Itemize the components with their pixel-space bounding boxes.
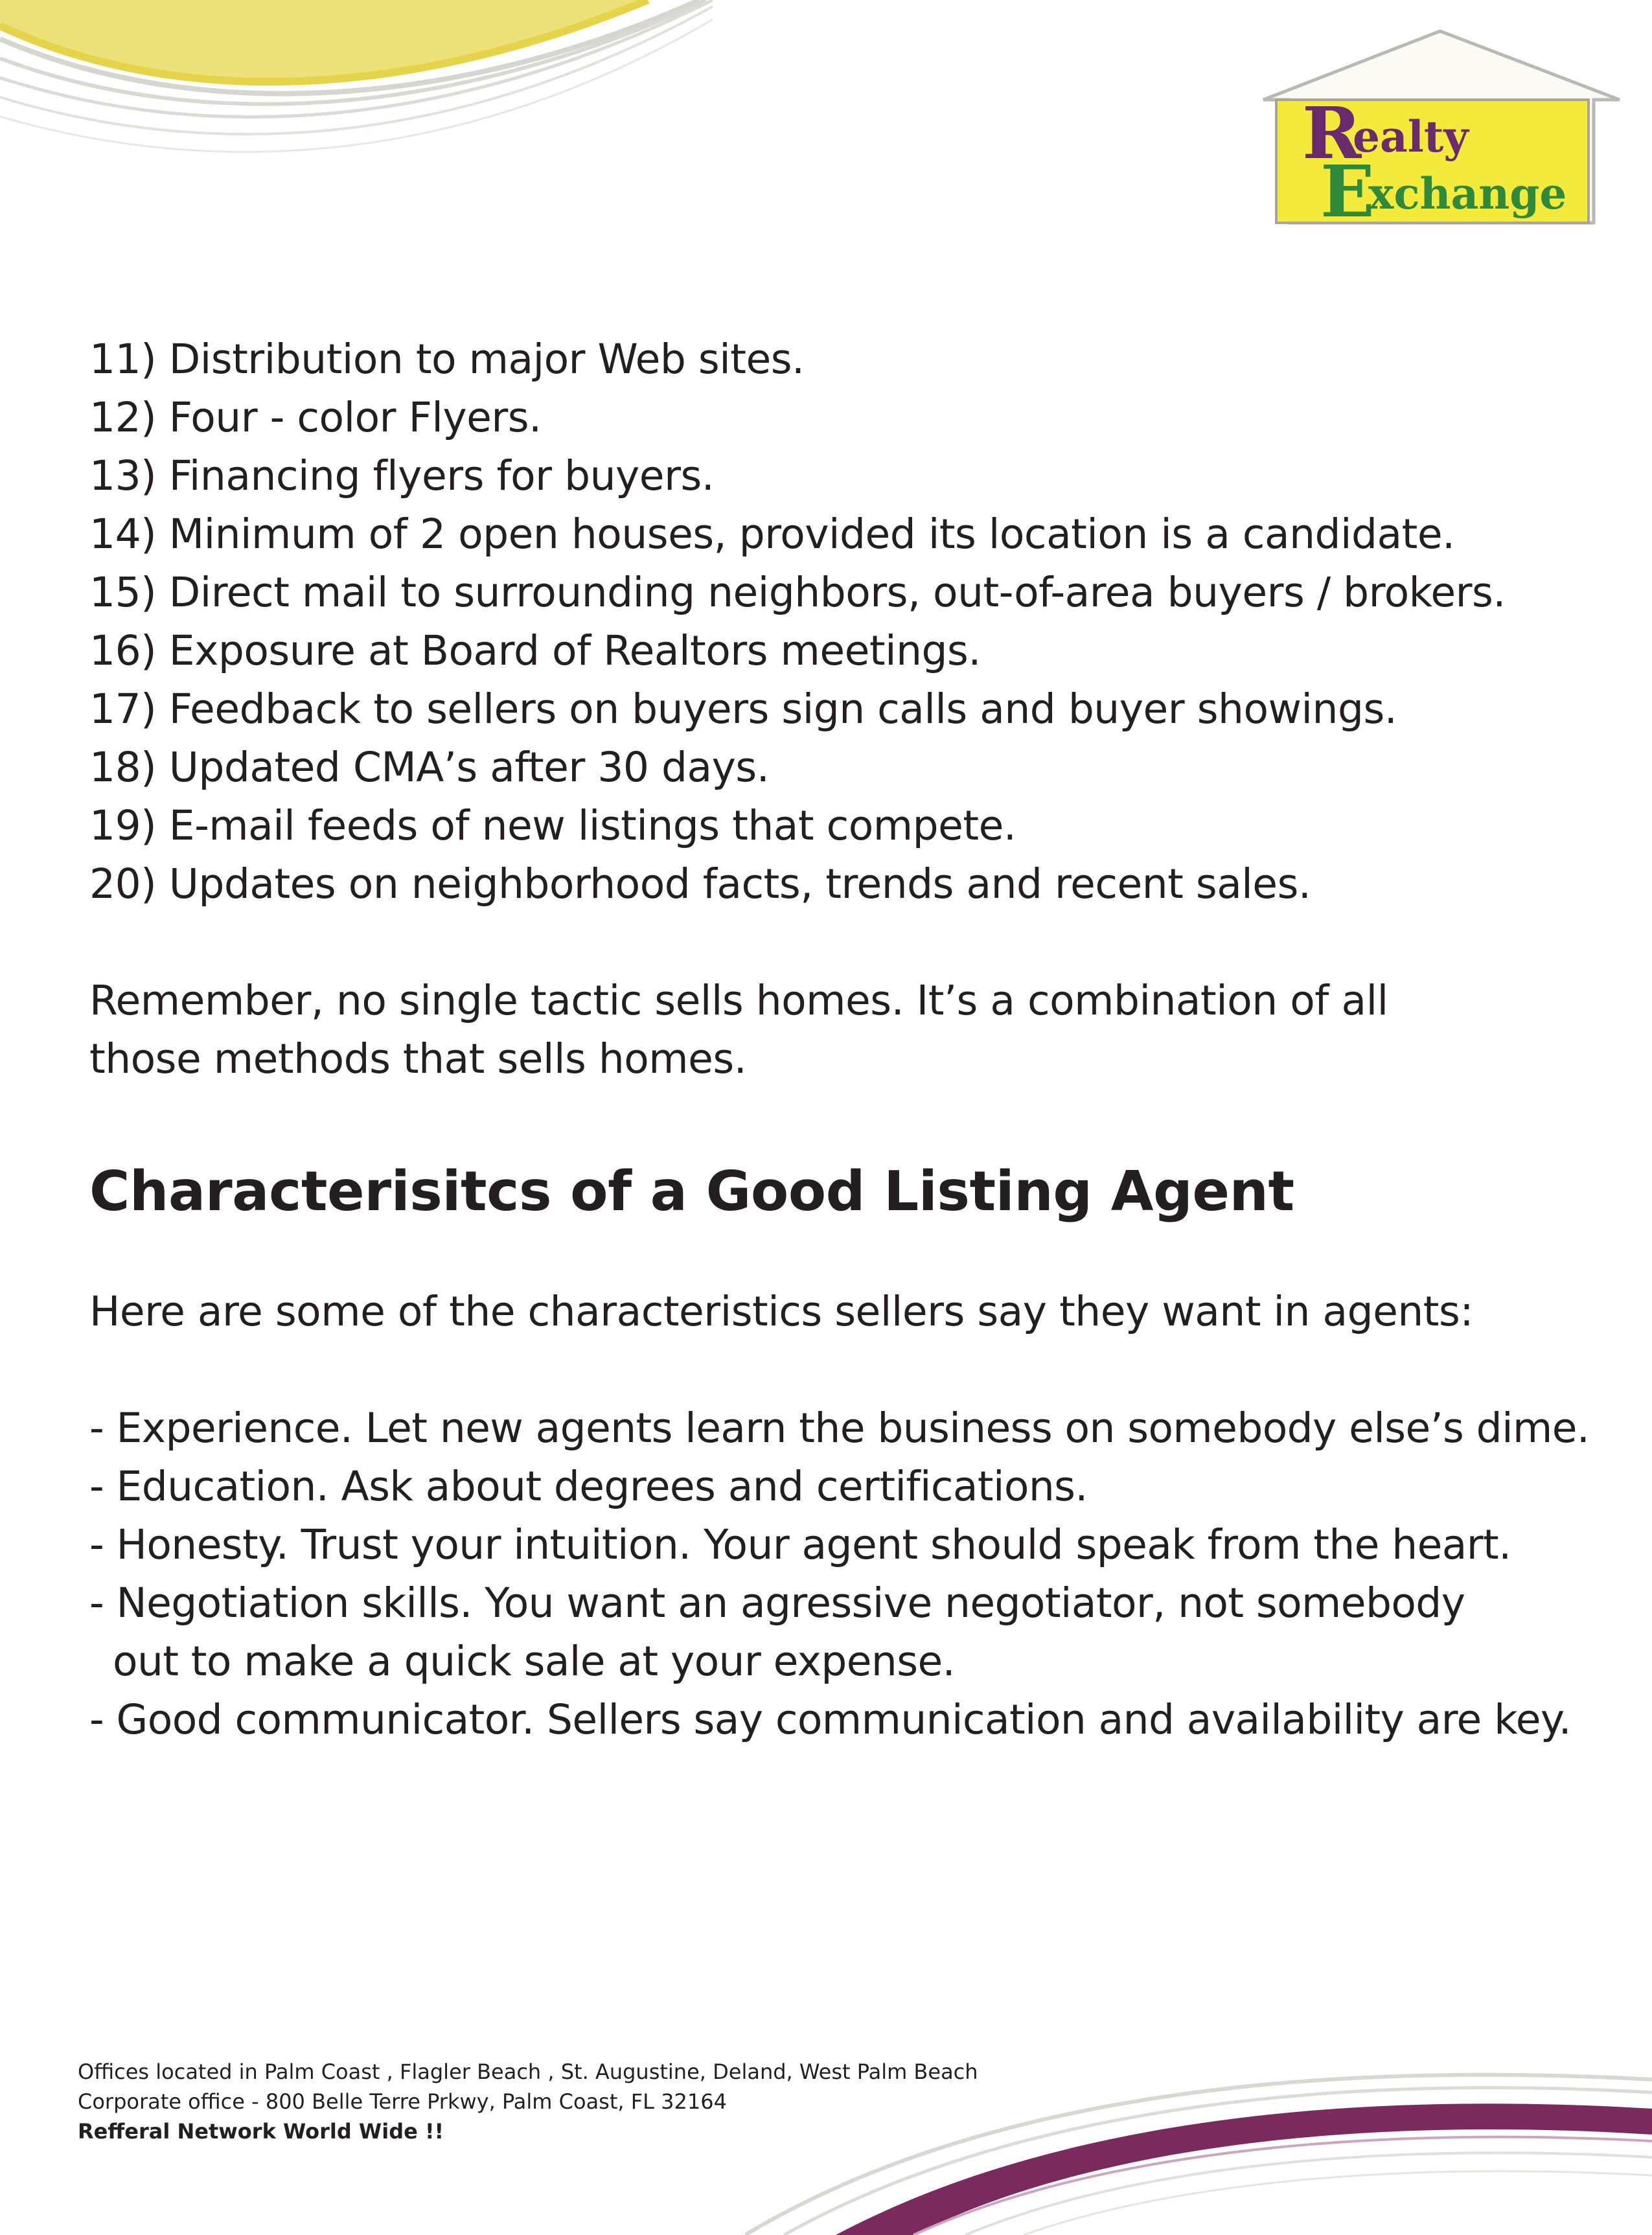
section-intro: Here are some of the characteristics sellers say they want in agents:	[89, 1288, 1474, 1335]
list-item-continuation: out to make a quick sale at your expense.	[113, 1638, 956, 1685]
list-item: 20) Updates on neighborhood facts, trends and recent sales.	[89, 860, 1311, 908]
top-swoosh-decoration	[0, 0, 713, 220]
section-heading: Characterisitcs of a Good Listing Agent	[89, 1160, 1294, 1224]
remark-line: Remember, no single tactic sells homes. It’s a combination of all	[89, 977, 1388, 1024]
list-item: 13) Financing flyers for buyers.	[89, 452, 715, 499]
remark-paragraph	[89, 972, 1515, 1088]
list-item: 18) Updated CMA’s after 30 days.	[89, 744, 770, 791]
list-item: 17) Feedback to sellers on buyers sign calls and buyer showings.	[89, 685, 1397, 733]
list-item: - Honesty. Trust your intuition. Your agent should speak from the heart.	[89, 1521, 1511, 1568]
list-item: 15) Direct mail to surrounding neighbors, out-of-area buyers / brokers.	[89, 569, 1506, 616]
svg-text:E: E	[1320, 150, 1375, 227]
list-item: - Good communicator. Sellers say communication and availability are key.	[89, 1696, 1572, 1743]
list-item: - Education. Ask about degrees and certifications.	[89, 1463, 1088, 1510]
marketing-services-list	[89, 330, 1506, 913]
footer-offices: Offices located in Palm Coast , Flagler Beach , St. Augustine, Deland, West Palm Beach	[78, 2059, 978, 2084]
agent-traits-list	[89, 1399, 1589, 1749]
list-item: 11) Distribution to major Web sites.	[89, 336, 805, 383]
svg-text:R: R	[1302, 91, 1362, 175]
list-item	[89, 1574, 1589, 1691]
footer-network: Refferal Network World Wide !!	[78, 2119, 444, 2144]
realty-exchange-logo	[1257, 29, 1626, 227]
svg-text:xchange: xchange	[1368, 168, 1567, 219]
remark-line: those methods that sells homes.	[89, 1035, 747, 1083]
footer-corporate-address: Corporate office - 800 Belle Terre Prkwy, Palm Coast, FL 32164	[78, 2089, 727, 2114]
footer	[78, 2057, 978, 2146]
list-item: 12) Four - color Flyers.	[89, 394, 542, 441]
list-item: 19) E-mail feeds of new listings that compete.	[89, 802, 1016, 849]
list-item: 14) Minimum of 2 open houses, provided its location is a candidate.	[89, 510, 1455, 558]
list-item-line: - Negotiation skills. You want an agressive negotiator, not somebody	[89, 1579, 1465, 1627]
list-item: - Experience. Let new agents learn the business on somebody else’s dime.	[89, 1404, 1590, 1452]
svg-text:ealty: ealty	[1353, 111, 1469, 162]
list-item: 16) Exposure at Board of Realtors meetings.	[89, 627, 981, 674]
